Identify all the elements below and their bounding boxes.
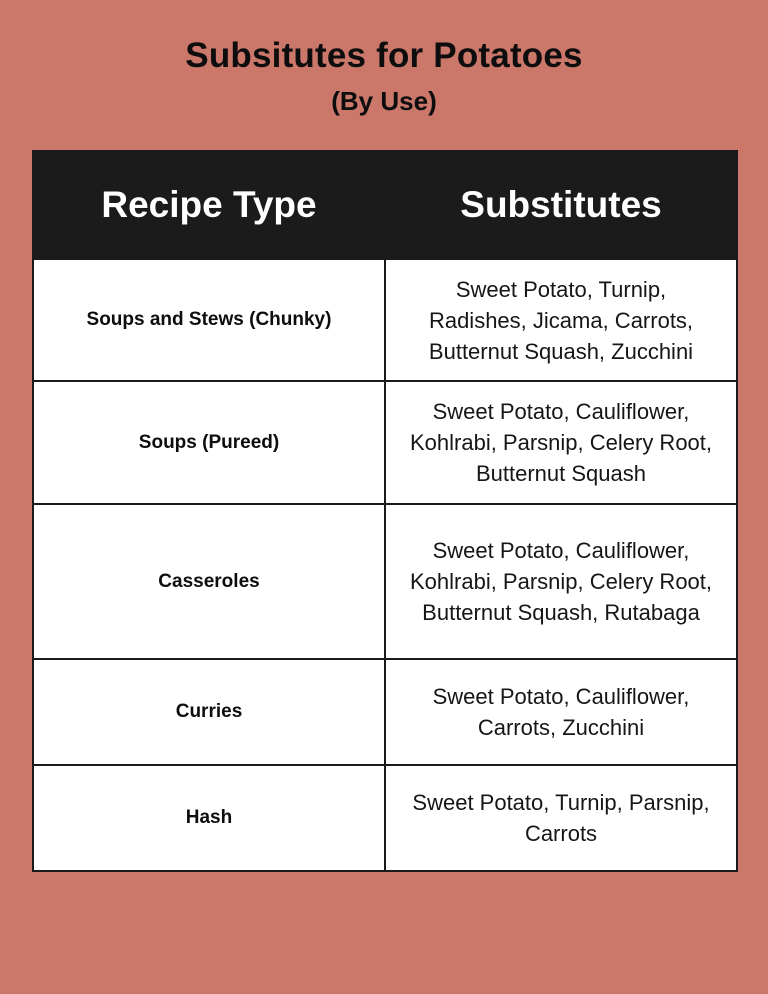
substitutes-cell: Sweet Potato, Turnip, Parsnip, Carrots (385, 765, 737, 871)
table-header-row (33, 151, 737, 259)
table-row (33, 259, 737, 381)
table-row (33, 765, 737, 871)
table-row (33, 659, 737, 765)
table-row (33, 381, 737, 504)
recipe-type-cell: Soups and Stews (Chunky) (33, 259, 385, 381)
column-header-recipe-type: Recipe Type (33, 151, 385, 259)
recipe-type-cell: Hash (33, 765, 385, 871)
substitutes-table-container (32, 150, 736, 872)
table-row (33, 504, 737, 659)
page-title: Subsitutes for Potatoes (185, 36, 583, 75)
column-header-substitutes: Substitutes (385, 151, 737, 259)
substitutes-table (32, 150, 738, 872)
substitutes-cell: Sweet Potato, Cauliflower, Carrots, Zucchini (385, 659, 737, 765)
recipe-type-cell: Soups (Pureed) (33, 381, 385, 504)
substitutes-cell: Sweet Potato, Cauliflower, Kohlrabi, Parsnip, Celery Root, Butternut Squash (385, 381, 737, 504)
substitutes-cell: Sweet Potato, Turnip, Radishes, Jicama, Carrots, Butternut Squash, Zucchini (385, 259, 737, 381)
page-subtitle: (By Use) (331, 86, 437, 116)
recipe-type-cell: Curries (33, 659, 385, 765)
recipe-type-cell: Casseroles (33, 504, 385, 659)
substitutes-cell: Sweet Potato, Cauliflower, Kohlrabi, Parsnip, Celery Root, Butternut Squash, Rutabaga (385, 504, 737, 659)
